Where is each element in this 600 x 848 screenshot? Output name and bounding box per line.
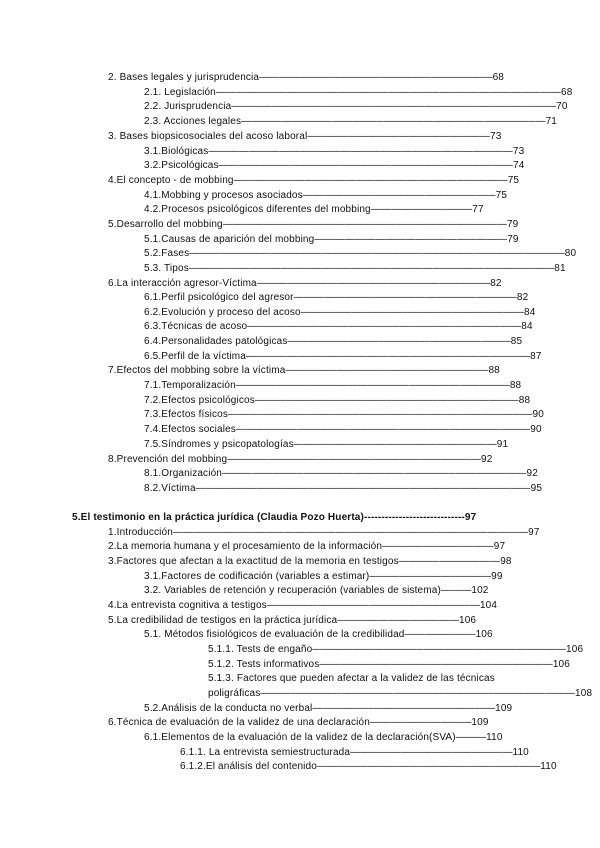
toc-entry: 7.2.Efectos psicológicos——————————————————————————88 (144, 395, 531, 406)
toc-entry: 6.1.2.El análisis del contenido——————————————————————110 (180, 761, 557, 772)
toc-entry: 2.3. Acciones legales——————————————————————————————71 (144, 116, 558, 127)
toc-entry: 5.1.1. Tests de engaño—————————————————————————106 (208, 644, 584, 655)
toc-entry: 7.Efectos del mobbing sobre la víctima————————————————————88 (108, 365, 500, 376)
toc-entry: 5.Desarrollo del mobbing————————————————————————————79 (108, 219, 519, 230)
toc-entry: 7.4.Efectos sociales—————————————————————————————90 (144, 424, 542, 435)
toc-entry: 6.1.1. La entrevista semiestructurada————————————————110 (180, 747, 529, 758)
toc-entry: 4.2.Procesos psicológicos diferentes del mobbing——————————77 (144, 204, 484, 215)
toc-entry: 3.1.Factores de codificación (variables a estimar)————————————99 (144, 571, 503, 582)
toc-entry: 3. Bases biopsicosociales del acoso laboral——————————————————73 (108, 131, 502, 142)
toc-entry: 3.Factores que afectan a la exactitud de la memoria en testigos——————————98 (108, 556, 512, 567)
toc-entry: 5.La credibilidad de testigos en la práctica jurídica————————————106 (108, 615, 477, 626)
toc-entry: 5.1.Causas de aparición del mobbing———————————————————79 (144, 234, 519, 245)
toc-entry: 8.1.Organización——————————————————————————————92 (144, 468, 538, 479)
toc-entry: 2. Bases legales y jurisprudencia———————————————————————68 (108, 72, 505, 83)
toc-entry: 6.2.Evolución y proceso del acoso——————————————————————84 (144, 307, 536, 318)
toc-entry: 7.3.Efectos físicos——————————————————————————————90 (144, 409, 544, 420)
toc-entry: 6.1.Elementos de la evaluación de la validez de la declaración(SVA)———110 (144, 732, 503, 743)
toc-entry: 3.2. Variables de retención y recuperación (variables de sistema)———102 (144, 585, 489, 596)
toc-entry: 5.2.Fases—————————————————————————————————————80 (144, 248, 577, 259)
toc-chapter-entry: 5.El testimonio en la práctica jurídica (Claudia Pozo Huerta)-----------------------------97 (72, 512, 477, 523)
toc-entry: poligráficas———————————————————————————————108 (208, 688, 593, 699)
toc-entry: 8.Prevención del mobbing—————————————————————————92 (108, 454, 493, 465)
toc-entry: 4.La entrevista cognitiva a testigos—————————————————————104 (108, 600, 498, 611)
toc-entry: 2.La memoria humana y el procesamiento de la información———————————97 (108, 541, 506, 552)
toc-entry: 8.2.Víctima—————————————————————————————————95 (144, 483, 543, 494)
toc-entry: 5.3. Tipos————————————————————————————————————81 (144, 263, 566, 274)
toc-entry: 5.1.3. Factores que pueden afectar a la validez de las técnicas (208, 673, 495, 684)
toc-entry: 5.1. Métodos fisiológicos de evaluación de la credibilidad———————106 (144, 629, 493, 640)
toc-entry: 3.2.Psicológicas—————————————————————————————74 (144, 160, 525, 171)
toc-entry: 7.1.Temporalización———————————————————————————88 (144, 380, 522, 391)
toc-entry: 6.3.Técnicas de acoso———————————————————————————84 (144, 321, 533, 332)
toc-entry: 6.La interacción agresor-Víctima———————————————————————82 (108, 278, 502, 289)
toc-entry: 7.5.Síndromes y psicopatologías————————————————————91 (144, 439, 509, 450)
toc-entry: 6.1.Perfil psicológico del agresor——————————————————————82 (144, 292, 529, 303)
toc-entry: 4.El concepto - de mobbing———————————————————————————75 (108, 175, 520, 186)
toc-entry: 5.2.Análisis de la conducta no verbal——————————————————109 (144, 703, 513, 714)
toc-entry: 6.5.Perfil de la víctima————————————————————————————87 (144, 351, 542, 362)
toc-entry: 3.1.Biológicas——————————————————————————————73 (144, 146, 525, 157)
toc-entry: 6.Técnica de evaluación de la validez de una declaración——————————109 (108, 717, 489, 728)
toc-entry: 6.4.Personalidades patológicas——————————————————————85 (144, 336, 523, 347)
toc-entry: 2.2. Jurisprudencia————————————————————————————————70 (144, 101, 568, 112)
toc-entry: 5.1.2. Tests informativos———————————————————————106 (208, 659, 570, 670)
toc-entry: 1.Introducción———————————————————————————————————97 (108, 527, 540, 538)
toc-entry: 4.1.Mobbing y procesos asociados———————————————————75 (144, 190, 508, 201)
toc-entry: 2.1. Legislación——————————————————————————————————68 (144, 87, 573, 98)
